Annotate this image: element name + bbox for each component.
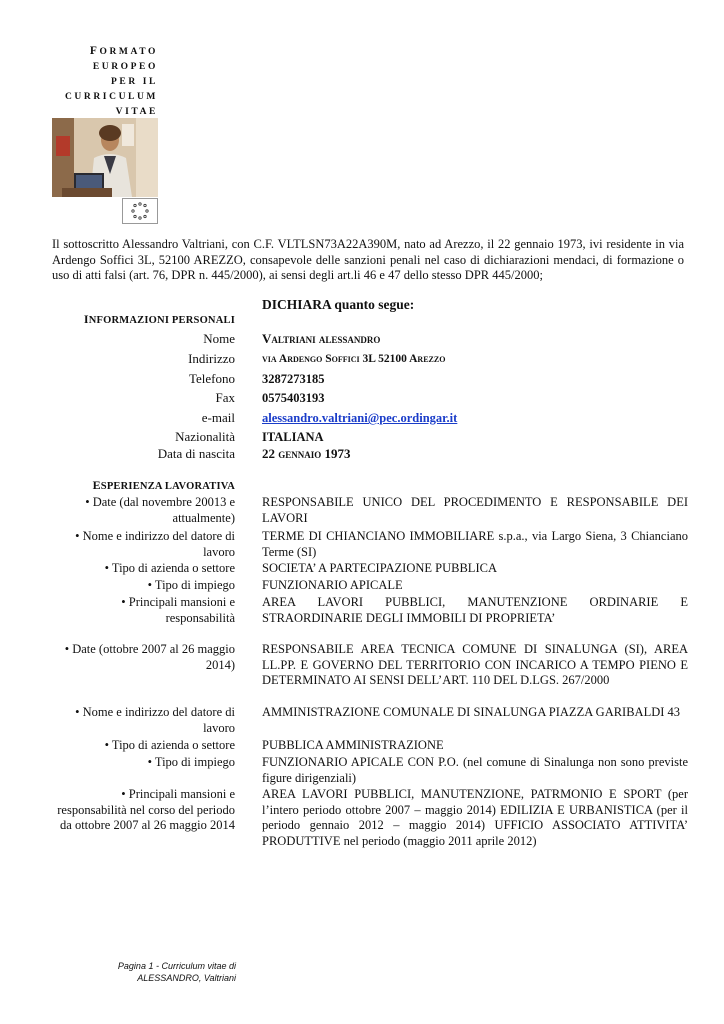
footer-line-1: Pagina 1 - Curriculum vitae di xyxy=(117,961,236,971)
title-line-1: FORMATO xyxy=(89,45,158,57)
email-link[interactable]: alessandro.valtriani@pec.ordingar.it xyxy=(262,411,458,425)
exp1-duties-label: • Principali mansioni e responsabilità xyxy=(121,595,235,625)
label-data-di-nascita: Data di nascita xyxy=(157,446,235,461)
exp1-job-value: FUNZIONARIO APICALE xyxy=(262,578,403,592)
exp1-sector-value: SOCIETA’ A PARTECIPAZIONE PUBBLICA xyxy=(262,561,497,575)
label-indirizzo: Indirizzo xyxy=(188,351,235,366)
label-nome: Nome xyxy=(203,331,235,346)
section-experience-heading: ESPERIENZA LAVORATIVA xyxy=(92,478,235,492)
exp1-sector-label: • Tipo di azienda o settore xyxy=(104,561,235,575)
exp1-employer-value: TERME DI CHIANCIANO IMMOBILIARE s.p.a., via Largo Siena, 3 Chianciano Terme (SI) xyxy=(262,529,688,559)
label-telefono: Telefono xyxy=(188,371,235,386)
intro-paragraph: Il sottoscritto Alessandro Valtriani, con C.F. VLTLSN73A22A390M, nato ad Arezzo, il 22 gennaio 1973, ivi residente in via Ardengo Soffici 3L, 52100 AREZZO, consapevole delle sanzioni penali nel caso di dichiarazioni mendaci, di formazione o uso di atti falsi (art. 76, DPR n. 445/2000), ai sensi degli art.li 46 e 47 dello stesso DPR 445/2000; xyxy=(52,237,684,282)
exp2-job-label: • Tipo di impiego xyxy=(147,755,235,769)
exp2-employer-value: AMMINISTRAZIONE COMUNALE DI SINALUNGA PIAZZA GARIBALDI 43 xyxy=(262,705,681,719)
exp2-job-value: FUNZIONARIO APICALE CON P.O. (nel comune di Sinalunga non sono previste figure dirigenziali) xyxy=(262,755,688,785)
exp2-sector-value: PUBBLICA AMMINISTRAZIONE xyxy=(262,738,444,752)
value-telefono: 3287273185 xyxy=(262,372,325,386)
page-footer xyxy=(60,960,236,984)
exp1-employer-label: • Nome e indirizzo del datore di lavoro xyxy=(75,529,235,559)
exp1-duties-value: AREA LAVORI PUBBLICI, MANUTENZIONE ORDINARIE E STRAORDINARIE DEGLI IMMOBILI DI PROPRIETA’ xyxy=(262,595,688,625)
page-number: 1 xyxy=(148,961,154,971)
exp2-duties-label: • Principali mansioni e responsabilità nel corso del periodo da ottobre 2007 al 26 maggio 2014 xyxy=(57,787,235,832)
value-nazionalita: ITALIANA xyxy=(262,430,324,444)
exp2-employer-label: • Nome e indirizzo del datore di lavoro xyxy=(75,705,235,735)
title-line-2: EUROPEO xyxy=(92,62,158,72)
exp2-date-value: RESPONSABILE AREA TECNICA COMUNE DI SINALUNGA (SI), AREA LL.PP. E GOVERNO DEL TERRITORIO CON INCARICO A TEMPO PIENO E DETERMINATO AI SENSI DELL’ART. 110 DEL D.LGS. 267/2000 xyxy=(262,642,688,687)
exp2-sector-label: • Tipo di azienda o settore xyxy=(104,738,235,752)
title-line-5: VITAE xyxy=(115,107,158,117)
exp2-date-label: • Date (ottobre 2007 al 26 maggio 2014) xyxy=(64,642,235,672)
label-email: e-mail xyxy=(201,410,235,425)
value-nome: Valtriani alessandro xyxy=(262,331,381,346)
eu-flag-icon xyxy=(122,198,158,224)
cv-format-title xyxy=(40,44,158,120)
exp1-date-value: RESPONSABILE UNICO DEL PROCEDIMENTO E RESPONSABILE DEI LAVORI xyxy=(262,495,688,525)
title-line-4: CURRICULUM xyxy=(64,92,158,102)
value-indirizzo: via Ardengo Soffici 3L 52100 Arezzo xyxy=(262,353,446,365)
exp1-job-label: • Tipo di impiego xyxy=(147,578,235,592)
label-fax: Fax xyxy=(215,390,235,405)
footer-line-2: ALESSANDRO, Valtriani xyxy=(137,973,236,983)
profile-photo xyxy=(52,118,158,197)
value-fax: 0575403193 xyxy=(262,391,325,405)
exp1-date-label: • Date (dal novembre 20013 e attualmente) xyxy=(85,495,235,525)
declare-heading: DICHIARA quanto segue: xyxy=(262,297,415,312)
exp2-duties-value: AREA LAVORI PUBBLICI, MANUTENZIONE, PATRMONIO E SPORT (per l’intero periodo ottobre 2007 – maggio 2014) EDILIZIA E URBANISTICA (per il periodo gennaio 2012 – maggio 2014) UFFICIO ASSOCIATO ATTIVITA’ PRODUTTIVE nel periodo (maggio 2011 aprile 2012) xyxy=(262,787,688,848)
section-personal-info-heading: INFORMAZIONI PERSONALI xyxy=(83,312,235,326)
title-line-3: PER IL xyxy=(110,77,158,87)
value-data-di-nascita: 22 gennaio 1973 xyxy=(262,446,351,461)
label-nazionalita: Nazionalità xyxy=(175,429,235,444)
